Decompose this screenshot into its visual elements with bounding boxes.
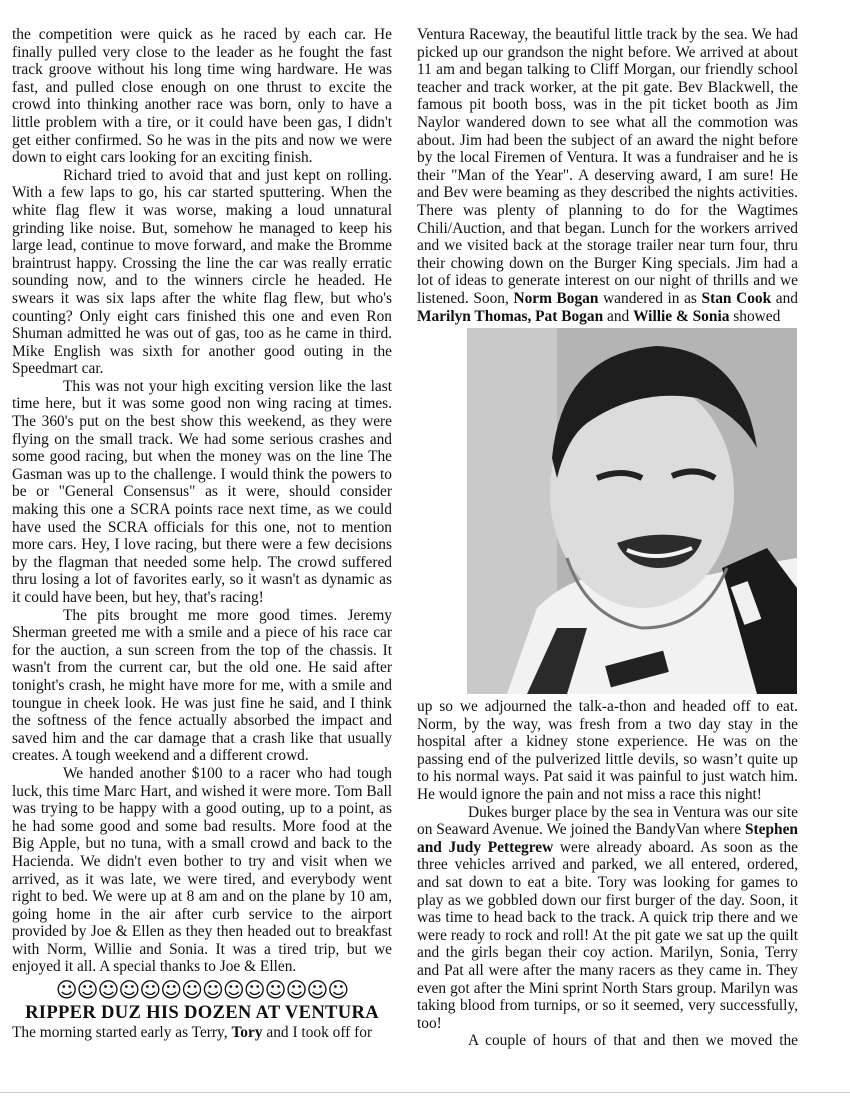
driver-portrait-icon <box>467 328 797 694</box>
paragraph-dukes <box>417 804 798 1033</box>
bold-name: Stan Cook <box>701 289 772 307</box>
story-start-paragraph <box>12 1024 392 1042</box>
paragraph-couple-hours: A couple of hours of that and then we moved the <box>468 1032 798 1050</box>
article-headline: RIPPER DUZ HIS DOZEN AT VENTURA <box>25 1002 379 1024</box>
text-span: The morning started early as Terry, <box>12 1024 232 1042</box>
bold-name: Norm Bogan <box>513 289 599 307</box>
bold-name: Tory <box>231 1024 263 1042</box>
text-span: wandered in as <box>598 289 702 307</box>
text-span: Ventura Raceway, the beautiful little track by the sea. We had picked up our grandson the night before. We arrived at about 11 am and began talking to Cliff Morgan, our friendly school teacher and track worker, at the pit gate. Bev Blackwell, the famous pit booth boss, was in the pit ticket booth as Jim Naylor wandered down to see what all the commotion was about. Jim had been the subject of an award the night before by the local Firemen of Ventura. It was a fundraiser and he is their "Man of the Year". A deserving award, I am sure! He and Bev were beaming as they described the nights activities. There was plenty of planning to do for the Wagtimes Chili/Auction, and that began. Lunch for the workers arrived and we visited back at the storage trailer near turn four, thru their chowing down on the Burger King specials. Jim had a lot of ideas to generate interest on our night of thrills and we listened. Soon, <box>417 26 798 307</box>
text-span: showed <box>729 307 781 325</box>
text-span: and I took off for <box>262 1024 373 1042</box>
text-span: Dukes burger place by the sea in Ventura was our site on Seaward Avenue. We joined the BandyVan where <box>417 803 798 839</box>
page-bottom-edge <box>0 1092 850 1093</box>
paragraph-ventura <box>417 26 798 325</box>
smiley-separator-icon: ☺☺☺☺☺☺☺☺☺☺☺☺☺☺ <box>55 978 349 1003</box>
paragraph-continued: the competition were quick as he raced by each car. He finally pulled very close to the leader as he fought the fast track groove without his long time wing hardware. He was fast, and pulled close enough on one thrust to excite the crowd into thinking another race was born, only to have a little problem with a tire, or it could have been gas, I didn't get either confirmed. So he was in the pits and now we were down to eight cars looking for an exciting finish. <box>12 26 392 167</box>
text-span: were already aboard. As soon as the three vehicles arrived and parked, we all entered, ordered, and sat down to eat a bite. Tory was looking for games to play as we gobbled down our first burger of the day. Soon, it was time to head back to the track. A quick trip there and we were ready to rock and roll! At the pit gate we sat up the quilt and the girls began their coy action. Marilyn, Sonia, Terry and Pat all were after the many racers as they came in. They even got after the Mini sprint North Stars group. Marilyn was taking blood from turnips, or so it seemed, very successfully, too! <box>417 838 798 1032</box>
paragraph-pits: The pits brought me more good times. Jeremy Sherman greeted me with a smile and a piece of his race car for the auction, a sun screen from the top of the chassis. It wasn't from the current car, but the old one. He said after tonight's crash, he might have more for me, with a smile and toungue in cheek look. He was just fine he said, and I think the softness of the fence actually absorbed the impact and saved him and the car damage that a crash like that usually creates. A tough weekend and a different crowd. <box>12 606 392 765</box>
bold-name: Willie & Sonia <box>633 307 730 325</box>
driver-photo <box>467 328 797 694</box>
bold-name: Marilyn Thomas, Pat Bogan <box>417 307 604 325</box>
text-span: and <box>771 289 798 307</box>
paragraph-richard: Richard tried to avoid that and just kept on rolling. With a few laps to go, his car started sputtering. When the white flag flew it was worse, making a loud unnatural grinding like noise. But, somehow he managed to keep his large lead, continue to move forward, and make the Bromme braintrust happy. Crossing the line the car was really erratic sounding now, and to the winners circle he headed. He swears it was six laps after the white flag flew, but who's counting? Only eight cars finished this one and even Ron Shuman admitted he was out of gas, too as he came in third. Mike English was sixth for another good outing in the Speedmart car. <box>12 166 392 378</box>
bold-name: Stephen and Judy Pettegrew <box>417 821 798 856</box>
text-span: and <box>603 307 634 325</box>
left-column <box>12 26 392 1042</box>
paragraph-handed: We handed another $100 to a racer who had tough luck, this time Marc Hart, and wished it were more. Tom Ball was trying to be happy with a good outing, up to a point, as he had some good and some bad results. More food at the Big Apple, but no tuna, with a small crowd and back to the Hacienda. We didn't even bother to try and visit when we arrived, as it was late, we were tired, and everybody went right to bed. We were up at 8 am and on the plane by 10 am, going home in the air after curb service to the airport provided by Joe & Ellen as they then headed out to breakfast with Norm, Willie and Sonia. It was a tired trip, but we enjoyed it all. A special thanks to Joe & Ellen. <box>12 764 392 976</box>
paragraph-non-wing: This was not your high exciting version like the last time here, but it was some good non wing racing at times. The 360's put on the best show this weekend, as they were flying on the small track. We had some serious crashes and some good racing, but when the money was on the line The Gasman was up to the challenge. I would think the powers to be or "General Consensus" as it were, should consider making this one a SCRA points race next time, as we could have used the SCRA officials for this one, not to mention more cars. Hey, I love racing, but there were a few decisions by the flagman that needed some help. The crowd suffered thru losing a lot of favorites early, so it wasn't as dynamic as it could have been, but hey, that's racing! <box>12 377 392 606</box>
right-column <box>417 26 798 1050</box>
paragraph-talkathon: up so we adjourned the talk-a-thon and headed off to eat. Norm, by the way, was fresh from a two day stay in the hospital after a kidney stone experience. He was on the passing end of the pulverized little devils, so wasn’t quite up to his normal ways. Pat said it was painful to just watch him. He would ignore the pain and not miss a race this night! <box>417 698 798 804</box>
